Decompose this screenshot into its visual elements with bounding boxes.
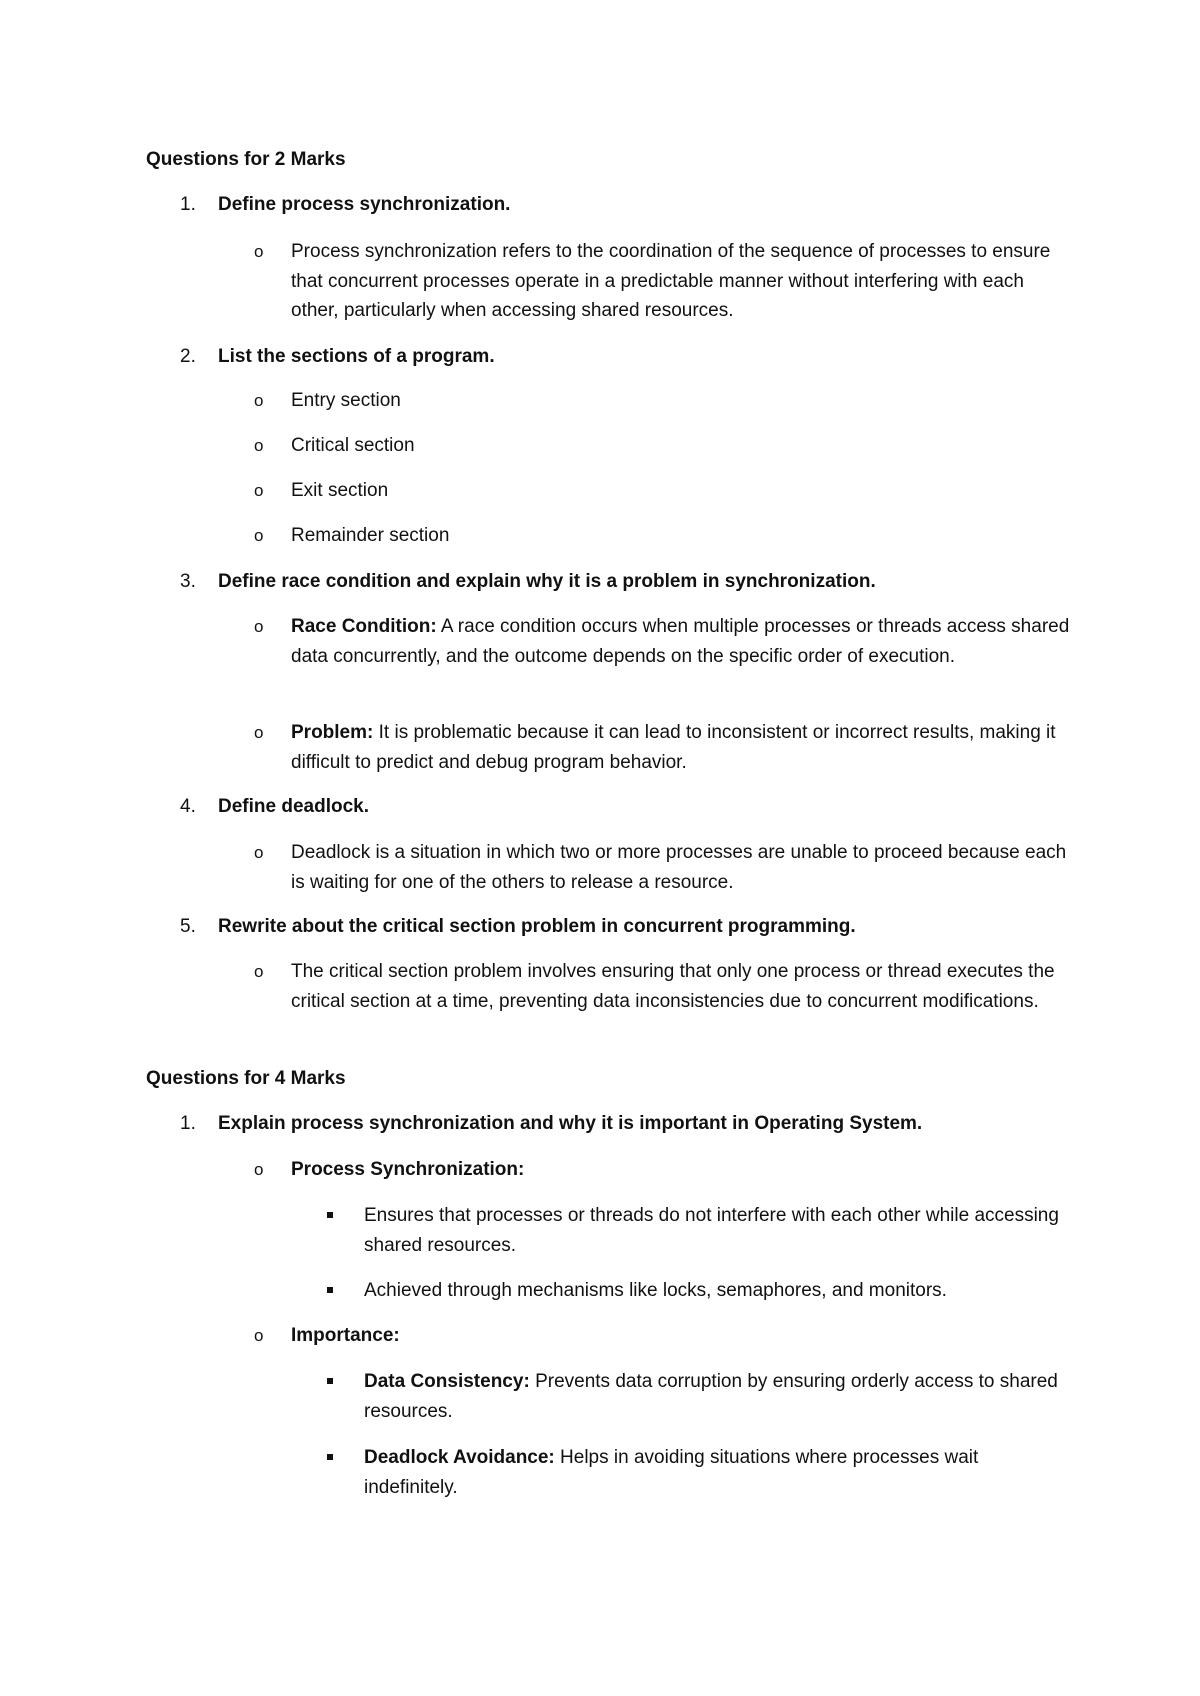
answer-text: [291, 612, 1074, 671]
question-number: 2.: [180, 346, 196, 367]
sub-bullet: [327, 1276, 1075, 1306]
bullet-marker: o: [254, 526, 264, 545]
answer-text: [291, 718, 1074, 777]
answer-bullet: [254, 718, 1074, 777]
sub-bullet-text: Ensures that processes or threads do not interfere with each other while accessing shared resources.: [364, 1205, 1059, 1256]
question-3: [180, 570, 876, 594]
answer-label: Importance:: [291, 1325, 400, 1346]
answer-text: Deadlock is a situation in which two or more processes are unable to proceed because each is waiting for one of the others to release a resource.: [291, 842, 1067, 893]
answer-text: [291, 1321, 1074, 1351]
answer-bullet: [254, 957, 1074, 1016]
sub-bullet-body: Prevents data corruption by ensuring orderly access to shared resources.: [364, 1371, 1058, 1422]
answer-bullet: [254, 838, 1074, 897]
square-bullet-icon: [327, 1287, 333, 1293]
answer-bullet: [254, 386, 1074, 416]
question-text: Define deadlock.: [218, 796, 369, 817]
question-1: [180, 193, 510, 217]
answer-text: Exit section: [291, 480, 389, 501]
sub-bullet: [327, 1443, 1075, 1502]
bullet-marker: o: [254, 1160, 264, 1179]
sub-bullet: [327, 1367, 1075, 1426]
section-heading-4-marks: Questions for 4 Marks: [146, 1068, 346, 1089]
sub-bullet: [327, 1201, 1075, 1260]
answer-label: Problem:: [291, 722, 374, 743]
square-bullet-icon: [327, 1378, 333, 1384]
bullet-marker: o: [254, 962, 264, 981]
answer-bullet: [254, 237, 1074, 326]
answer-text: Process synchronization refers to the coordination of the sequence of processes to ensure that concurrent processes operate in a predictable manner without interfering with each other, particularly when accessing shared resources.: [291, 241, 1051, 321]
bullet-marker: o: [254, 723, 264, 742]
answer-label: Process Synchronization:: [291, 1159, 525, 1180]
answer-text: [291, 1155, 1074, 1185]
question-number: 1.: [180, 1113, 196, 1134]
answer-text: Remainder section: [291, 525, 450, 546]
answer-text: The critical section problem involves ensuring that only one process or thread executes the critical section at a time, preventing data inconsistencies due to concurrent modifications.: [291, 961, 1055, 1012]
sub-bullet-label: Data Consistency:: [364, 1371, 530, 1392]
question-number: 4.: [180, 796, 196, 817]
answer-text: Entry section: [291, 390, 401, 411]
question-5: [180, 915, 856, 939]
bullet-marker: o: [254, 617, 264, 636]
bullet-marker: o: [254, 391, 264, 410]
bullet-marker: o: [254, 481, 264, 500]
question-text: List the sections of a program.: [218, 346, 495, 367]
bullet-marker: o: [254, 436, 264, 455]
answer-bullet: [254, 612, 1074, 671]
sub-bullet-label: Deadlock Avoidance:: [364, 1447, 555, 1468]
section-heading-2-marks: Questions for 2 Marks: [146, 149, 346, 170]
question-number: 3.: [180, 571, 196, 592]
question-number: 5.: [180, 916, 196, 937]
question-text: Explain process synchronization and why it is important in Operating System.: [218, 1113, 923, 1134]
sub-bullet-text: [364, 1443, 1075, 1502]
answer-bullet: [254, 431, 1074, 461]
square-bullet-icon: [327, 1454, 333, 1460]
answer-label: Race Condition:: [291, 616, 437, 637]
sub-bullet-text: [364, 1367, 1075, 1426]
answer-body: It is problematic because it can lead to inconsistent or incorrect results, making it difficult to predict and debug program behavior.: [291, 722, 1056, 773]
answer-bullet: [254, 476, 1074, 506]
question-4: [180, 795, 369, 819]
answer-bullet: [254, 521, 1074, 551]
bullet-marker: o: [254, 1326, 264, 1345]
question-number: 1.: [180, 194, 196, 215]
answer-body: A race condition occurs when multiple processes or threads access shared data concurrently, and the outcome depends on the specific order of execution.: [291, 616, 1070, 667]
sub-bullet-body: Helps in avoiding situations where processes wait indefinitely.: [364, 1447, 979, 1498]
bullet-marker: o: [254, 843, 264, 862]
question-text: Rewrite about the critical section problem in concurrent programming.: [218, 916, 856, 937]
question-2: [180, 345, 495, 369]
answer-text: Critical section: [291, 435, 415, 456]
answer-bullet: [254, 1155, 1074, 1185]
question-1-4marks: [180, 1112, 922, 1136]
answer-bullet: [254, 1321, 1074, 1351]
bullet-marker: o: [254, 242, 264, 261]
question-text: Define race condition and explain why it is a problem in synchronization.: [218, 571, 876, 592]
square-bullet-icon: [327, 1212, 333, 1218]
question-text: Define process synchronization.: [218, 194, 511, 215]
sub-bullet-text: Achieved through mechanisms like locks, semaphores, and monitors.: [364, 1280, 947, 1301]
